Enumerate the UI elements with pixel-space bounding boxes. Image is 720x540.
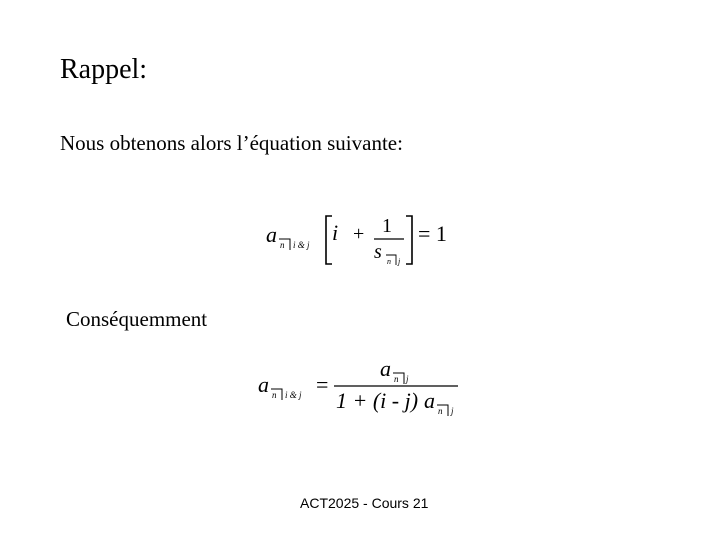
eq1-a: a [266, 222, 277, 247]
eq2-num-sub-j: j [406, 374, 409, 384]
eq2-num-a: a [380, 356, 391, 381]
eq2-equals: = [316, 372, 329, 397]
eq1-den-sub-n: n [387, 257, 391, 266]
eq1-den-s: s [374, 241, 382, 263]
eq1-plus: + [353, 223, 365, 245]
eq1-right-bracket [406, 216, 412, 264]
equation-annuity-relation [262, 208, 462, 272]
eq2-den-text: 1 + (i - j) [336, 388, 419, 413]
slide-title: Rappel: [60, 54, 148, 85]
eq1-sub-rest: i & j [293, 240, 310, 250]
eq2-num-sub-n: n [394, 374, 399, 384]
slide-footer: ACT2025 - Cours 21 [300, 495, 429, 511]
eq2-lhs-sub-rest: i & j [285, 390, 302, 400]
eq2-lhs-a: a [258, 372, 269, 397]
eq1-equals: = 1 [418, 221, 447, 246]
eq2-lhs-sub-n: n [272, 390, 277, 400]
eq2-den-a: a [424, 388, 435, 413]
eq1-i: i [332, 220, 339, 245]
equation-annuity-result [256, 356, 466, 420]
consequence-text: Conséquemment [66, 307, 208, 331]
eq1-sub-n: n [280, 240, 285, 250]
intro-text: Nous obtenons alors l’équation suivante: [60, 131, 403, 155]
eq1-den-sub-j: j [398, 257, 401, 266]
eq2-den-sub-j: j [451, 406, 454, 416]
eq2-den-sub-n: n [438, 406, 443, 416]
eq1-numerator: 1 [382, 215, 392, 237]
